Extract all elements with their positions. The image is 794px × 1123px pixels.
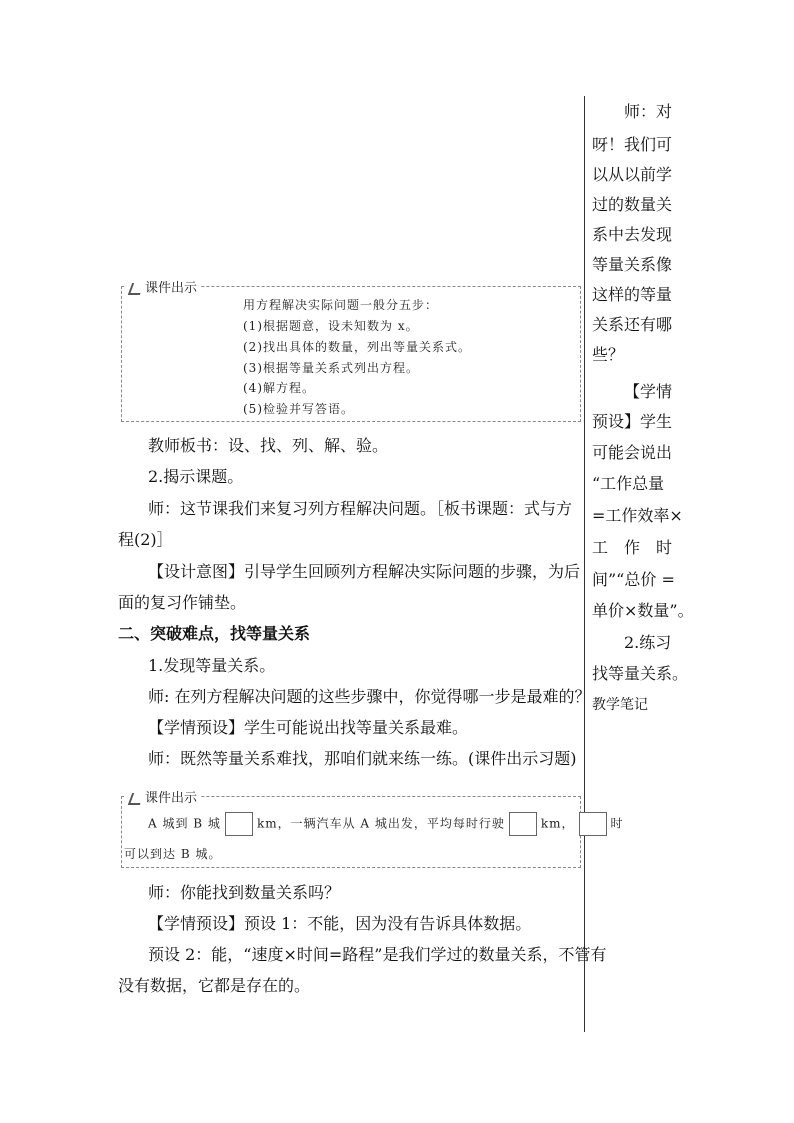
step-item: (2)找出具体的数量，列出等量关系式。: [243, 340, 471, 354]
problem-text: 时: [610, 816, 624, 831]
side-line: 【学情: [624, 382, 673, 401]
paragraph: 师：你能找到数量关系吗？: [148, 883, 341, 902]
side-line: 这样的等量: [592, 285, 673, 304]
time-blank: [579, 812, 607, 836]
side-line: 呀！我们可: [592, 135, 673, 154]
courseware-label-text: 课件出示: [145, 791, 198, 806]
side-line: 工 作 时: [592, 538, 673, 557]
paragraph: 【设计意图】引导学生回顾列方程解决实际问题的步骤，为后: [148, 562, 581, 581]
side-line: 预设】学生: [592, 412, 673, 431]
paragraph: 【学情预设】预设 1：不能，因为没有告诉具体数据。: [148, 914, 532, 933]
side-line: 可能会说出: [592, 443, 673, 462]
section-heading: 二、突破难点，找等量关系: [118, 624, 311, 643]
paragraph: 没有数据，它都是存在的。: [118, 976, 311, 995]
paragraph: 预设 2：能，“速度×时间=路程”是我们学过的数量关系，不管有: [148, 945, 607, 964]
step-item: (5)检验并写答语。: [243, 402, 354, 416]
paragraph: 教师板书：设、找、列、解、验。: [148, 436, 389, 455]
distance-blank: [225, 812, 253, 836]
side-line: “工作总量: [592, 474, 665, 493]
column-divider: [584, 96, 585, 1032]
side-line: 些？: [592, 345, 625, 364]
paragraph: 【学情预设】学生可能说出找等量关系最难。: [148, 718, 469, 737]
side-line: 2.练习: [624, 633, 672, 652]
problem-text: km，一辆汽车从 A 城出发，平均每时行驶: [256, 816, 505, 831]
paragraph: 面的复习作铺垫。: [118, 593, 247, 612]
problem-line: 可以到达 B 城。: [124, 847, 222, 861]
courseware-label-text: 课件出示: [145, 281, 198, 296]
paragraph: 师: 在列方程解决问题的这些步骤中，你觉得哪一步是最难的？: [148, 687, 591, 706]
side-line: 单价×数量”。: [592, 601, 694, 620]
side-line: 找等量关系。: [592, 664, 689, 683]
paragraph: 师：既然等量关系难找，那咱们就来练一练。(课件出示习题): [148, 749, 577, 768]
problem-text: A 城到 B 城: [148, 816, 221, 831]
courseware-label: [126, 787, 201, 806]
side-line: 师：对: [624, 102, 673, 121]
step-item: (4)解方程。: [243, 381, 315, 395]
step-item: (3)根据等量关系式列出方程。: [243, 361, 419, 375]
paragraph: 2.揭示课题。: [148, 467, 244, 486]
step-item: (1)根据题意，设未知数为 x。: [243, 319, 419, 333]
teaching-notes-label: 教学笔记: [592, 697, 648, 713]
speed-blank: [509, 812, 537, 836]
paragraph: 程(2)］: [118, 530, 173, 549]
problem-line: [148, 812, 624, 836]
paragraph: 师：这节课我们来复习列方程解决问题。［板书课题：式与方: [148, 499, 573, 518]
side-line: 间”“总价 =: [592, 570, 675, 589]
side-line: 等量关系像: [592, 255, 673, 274]
pencil-mark-icon: [128, 793, 144, 805]
side-line: 以从以前学: [592, 165, 673, 184]
paragraph: 1.发现等量关系。: [148, 656, 276, 675]
pencil-mark-icon: [128, 283, 144, 295]
side-line: 过的数量关: [592, 195, 673, 214]
side-line: =工作效率×: [592, 506, 683, 525]
side-line: 系中去发现: [592, 225, 673, 244]
courseware-label: [126, 277, 201, 296]
step-heading: 用方程解决实际问题一般分五步：: [243, 298, 439, 312]
side-line: 关系还有哪: [592, 315, 673, 334]
problem-text: km，: [540, 816, 575, 831]
